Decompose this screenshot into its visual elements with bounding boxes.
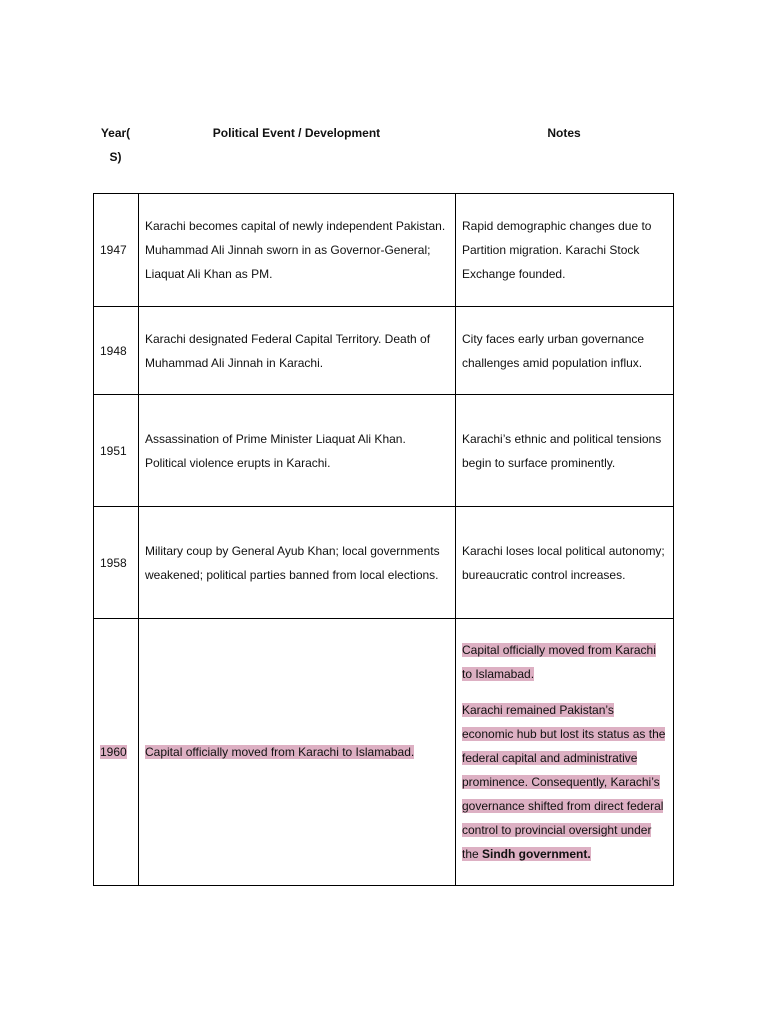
header-year-line2: S) [109,150,122,164]
event-cell: Karachi becomes capital of newly independent Pakistan. Muhammad Ali Jinnah sworn in as Governor-General; Liaquat Ali Khan as PM. [139,194,456,307]
event-cell: Assassination of Prime Minister Liaquat Ali Khan. Political violence erupts in Karachi. [139,395,456,507]
notes-cell: City faces early urban governance challenges amid population influx. [456,307,674,395]
table-row [94,194,674,307]
event-cell: Karachi designated Federal Capital Territory. Death of Muhammad Ali Jinnah in Karachi. [139,307,456,395]
header-year [93,121,138,169]
header-year-line1: Year( [100,126,131,140]
event-cell: Military coup by General Ayub Khan; local governments weakened; political parties banned from local elections. [139,507,456,619]
table-row [94,395,674,507]
event-highlight: Capital officially moved from Karachi to Islamabad. [145,745,415,759]
events-table [93,193,674,886]
year-cell: 1958 [94,507,139,619]
notes-text: Karachi remained Pakistan’s economic hub but lost its status as the federal capital and administrative prominence. Consequently, Karachi’s governance shifted from direct federal control to provincial oversight under the [462,703,666,861]
notes-paragraph [462,698,667,866]
year-highlight: 1960 [100,745,127,759]
table-row [94,619,674,886]
year-cell: 1947 [94,194,139,307]
header-notes: Notes [547,126,581,140]
table-row [94,307,674,395]
notes-paragraph [462,638,667,686]
notes-highlight: Capital officially moved from Karachi to Islamabad. [462,643,656,681]
header-event: Political Event / Development [212,126,381,140]
notes-cell: Rapid demographic changes due to Partition migration. Karachi Stock Exchange founded. [456,194,674,307]
notes-bold-text: Sindh government. [482,847,591,861]
table-row [94,507,674,619]
notes-cell [456,619,674,886]
event-cell [139,619,456,886]
year-cell [94,619,139,886]
table-header [93,121,673,171]
year-cell: 1951 [94,395,139,507]
year-cell: 1948 [94,307,139,395]
notes-cell: Karachi’s ethnic and political tensions begin to surface prominently. [456,395,674,507]
notes-highlight [462,703,665,861]
notes-cell: Karachi loses local political autonomy; bureaucratic control increases. [456,507,674,619]
